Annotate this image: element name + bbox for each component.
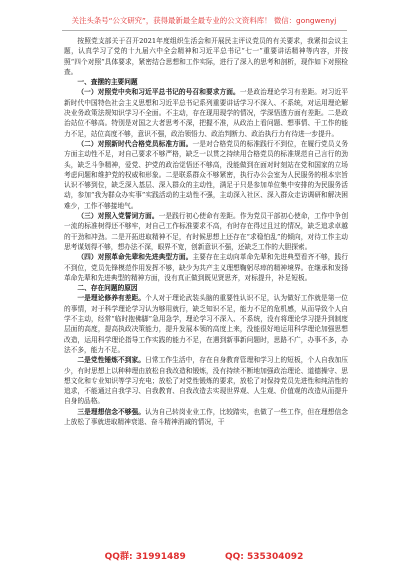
cause-2-heading: 二是党性锤炼不到家。	[77, 356, 146, 365]
footer-qq: QQ: 535304092	[224, 552, 304, 562]
cause-3	[64, 407, 348, 428]
section-1-item-4	[64, 252, 348, 283]
item-3-heading: （三）对照入党誓词方面。	[77, 212, 159, 221]
footer-contact	[0, 549, 408, 562]
cause-1-heading: 一是理论修养有差距。	[77, 294, 146, 303]
item-4-heading: （四）对照革命先辈和先进典型方面。	[77, 253, 193, 262]
intro-paragraph: 按照党支部关于召开2021年度组织生活会和开展民主评议党员的有关要求，我紧扣会议主题，认真学习了党的十九届六中全会精神和习近平总书记“七一”重要讲话精神等内容，并按照“四个对照”具体要求，紧密结合思想和工作实际，进行了深入的思考和剖析，现作如下对照检查。	[64, 37, 348, 76]
item-1-heading: （一）对照党中央和习近平总书记的号召和要求方面。	[77, 88, 240, 97]
cause-3-body: 认为自己转岗业业工作，比较踏实，也做了一些工作，但在理想信念上放松了事就进取精神衰退、奋斗精神消减的情况，干	[64, 407, 348, 426]
document-body	[64, 36, 348, 427]
item-1-body: 一是政治理论学习有差距。对习近平新时代中国特色社会主义思想和习近平总书记系列重要讲话学习不深入、不系统，对运用理论解决业务政策法规知识学习不全面。不主动，存在现用现学的情况，学深悟透方面有差距。二是政治站位不够高。特别是对国之大者思考不深，把握不准，从政治上看问题、想事情、干工作的能力不足，站位高度不够，意识不强，政治领悟力、政治判断力、政治执行力有待进一步提升。	[64, 88, 349, 138]
item-2-heading: （二）对照新时代合格党员标准方面。	[77, 139, 193, 148]
section-1-item-2	[64, 139, 348, 211]
section-1-title: 一、查摆的主要问题	[77, 78, 138, 87]
item-4-body: 主要存在主动向革命先辈和先进典型看齐不够，践行不到位，党员先锋模范作用发挥不够，缺少为共产主义理想鞠躬尽瘁的精神境界。在继承和发扬革命先辈和先进典型的精神方面，没有真正做到既见贤思齐，对标提升，补足短板。	[64, 253, 349, 282]
header-divider	[62, 30, 347, 31]
item-3-body: 一是践行初心使命有差距。作为党员干部初心使命，工作中争创一流的标准树得还不够牢，对自己工作标准要求不高，有时存在得过且过的情况，缺乏追求卓越的干劲和冲劲。二是开拓进取精神不足，有时候思想上还存在“求稳怕乱”的倾向，对待工作主动思考谋划得不够，想办法不深，眼界不宽，创新意识不强，还缺乏工作的大胆探索。	[64, 212, 349, 251]
cause-3-heading: 三是理想信念不够强。	[77, 407, 146, 416]
item-2-body: 一是对合格党员的标准践行不到位，在履行党员义务方面主动性不足，对自己要求不够严格，缺乏一以贯之持续用合格党员的标准规范自己言行的劲头，缺乏斗争精神，爱党、护党的政治觉悟还不够高，没能做到在面对时刻站在党和国家的立场考虑问题和维护党的权威和形象。二是联系群众不够紧密，执行办公会室为人民服务的根本宗旨认识不够到位，缺乏深入基层、深入群众的主动性，满足于只是参加单位集中安排的为民服务活动，参加“我为群众办实事”实践活动的主动性不强，主动深入社区、深入群众走访调研和解决困难少，工作不够接地气。	[64, 139, 349, 210]
section-1-item-1	[64, 87, 348, 138]
cause-2-body: 日常工作生活中，存在自身教育管理和学习上的短板，个人自我加压少，有时思想上以种种理由放松自我改造和锻炼，没有持续不断地加强政治理论、道德操守、思想文化和专业知识等学习充电；放松了对党性锻炼的要求，放松了对保持党员先进性和纯洁性的追求，不能通过自我学习、自我教育、自我改造去实现世界观、人生观、价值观的改造从而提升自身的品格。	[64, 356, 348, 406]
section-2-title: 二、存在问题的原因	[77, 284, 138, 293]
section-1-item-3	[64, 211, 348, 252]
cause-1	[64, 293, 348, 355]
header-banner: 关注头条号“公文研究”，获得最新最全最专业的公文资料库！ 微信：gongwenyj	[71, 16, 337, 25]
cause-2	[64, 355, 348, 406]
footer-qq-group: QQ群: 31991489	[104, 552, 186, 562]
cause-1-body: 个人对于理论武装头脑的重要性认识不足，认为做好工作就是第一位的事情，对于科学理论学习认为够用就行，缺乏知识不足，能力不足的危机感，从而导致个人自学不主动，经常“临时抱佛脚”急用急学，理论学习不深入、不系统，没有将理论学习提升到制度层面的高度，提高执政决策能力，提升发展本领的高度上来，没能很好地运用科学理论加强思想改造，运用科学理论指导工作实践的能力不足，在遇到新事新问题时，思路不广，办事不多，办法不多，能力不足。	[64, 294, 348, 354]
